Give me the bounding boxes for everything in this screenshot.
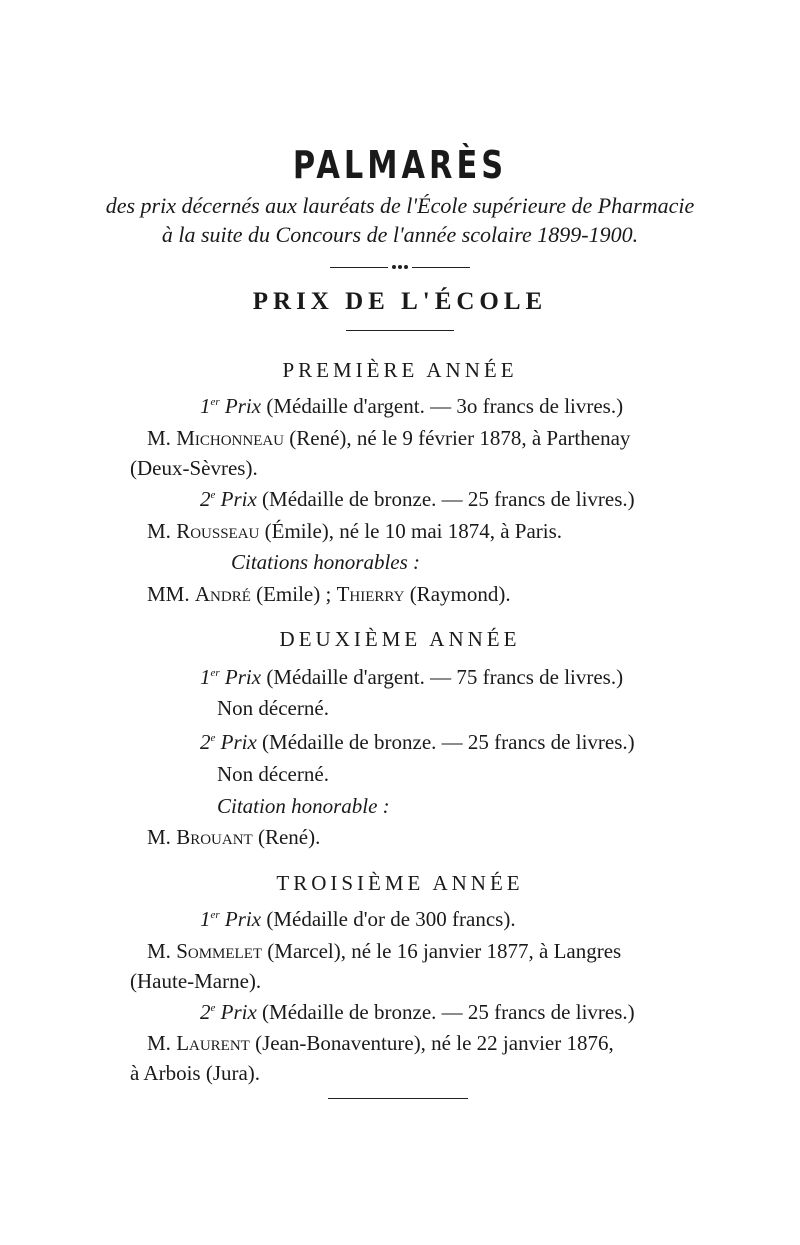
citation-label: Citation honorable : (217, 794, 390, 818)
citation-line: MM. André (Emile) ; Thierry (Raymond). (147, 582, 511, 606)
winner-line-continued: (Deux-Sèvres). (130, 456, 258, 480)
winner-line: M. Laurent (Jean-Bonaventure), né le 22 janvier 1876, (147, 1031, 614, 1055)
winner-line: M. Sommelet (Marcel), né le 16 janvier 1877, à Langres (147, 939, 622, 963)
year-heading-1: PREMIÈRE ANNÉE (282, 358, 518, 382)
prize-line: 2e Prix (Médaille de bronze. — 25 francs de livres.) (200, 730, 635, 754)
citation-label: Citations honorables : (231, 550, 421, 574)
subtitle-line-1: des prix décernés aux lauréats de l'École supérieure de Pharmacie (105, 193, 695, 218)
year-heading-2: DEUXIÈME ANNÉE (279, 627, 521, 651)
prize-status: Non décerné. (217, 696, 329, 720)
document-title: PALMARÈS (292, 143, 508, 187)
winner-line: M. Michonneau (René), né le 9 février 1878, à Parthenay (147, 426, 631, 450)
subtitle-line-2: à la suite du Concours de l'année scolaire 1899-1900. (161, 222, 639, 247)
ornament-divider (330, 265, 470, 271)
section-divider (346, 330, 454, 331)
winner-line-continued: à Arbois (Jura). (130, 1061, 261, 1085)
year-heading-3: TROISIÈME ANNÉE (276, 871, 524, 895)
winner-line-continued: (Haute-Marne). (130, 969, 262, 993)
prize-line: 1er Prix (Médaille d'argent. — 75 francs de livres.) (200, 665, 624, 689)
citation-line: M. Brouant (René). (147, 825, 321, 849)
prize-line: 1er Prix (Médaille d'or de 300 francs). (200, 907, 516, 931)
winner-line: M. Rousseau (Émile), né le 10 mai 1874, à Paris. (147, 519, 563, 543)
section-title: PRIX DE L'ÉCOLE (252, 288, 548, 315)
prize-line: 2e Prix (Médaille de bronze. — 25 francs de livres.) (200, 487, 635, 511)
prize-line: 1er Prix (Médaille d'argent. — 3o francs de livres.) (200, 394, 624, 418)
prize-status: Non décerné. (217, 762, 329, 786)
prize-line: 2e Prix (Médaille de bronze. — 25 francs de livres.) (200, 1000, 635, 1024)
closing-rule (328, 1098, 468, 1099)
